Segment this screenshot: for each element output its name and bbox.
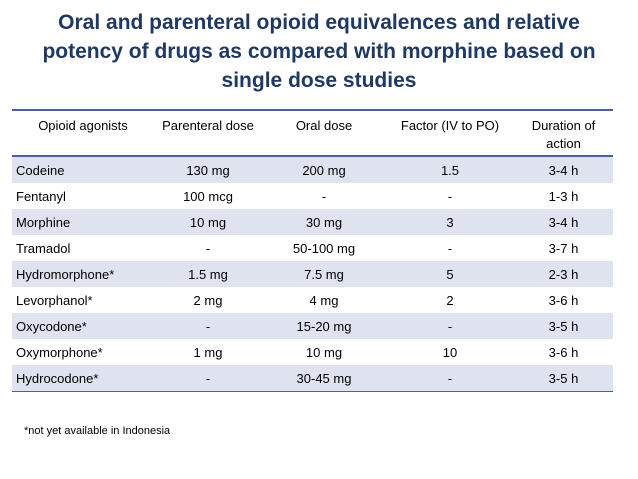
cell-oral: 200 mg: [262, 156, 386, 183]
table-row: [12, 156, 613, 183]
cell-drug: Oxymorphone*: [12, 339, 154, 365]
cell-drug: Tramadol: [12, 235, 154, 261]
slide-title: Oral and parenteral opioid equivalences and relative potency of drugs as compared with morphine based on single dose studies: [42, 11, 596, 92]
cell-factor: 1.5: [386, 156, 514, 183]
table-row: [12, 183, 613, 209]
cell-drug: Oxycodone*: [12, 313, 154, 339]
cell-factor: 2: [386, 287, 514, 313]
cell-oral: 30-45 mg: [262, 365, 386, 392]
table-row: [12, 365, 613, 392]
cell-factor: 3: [386, 209, 514, 235]
cell-oral: 7.5 mg: [262, 261, 386, 287]
cell-drug: Levorphanol*: [12, 287, 154, 313]
cell-parenteral: 1 mg: [154, 339, 262, 365]
table-row: [12, 287, 613, 313]
cell-oral: 15-20 mg: [262, 313, 386, 339]
table-row: [12, 261, 613, 287]
cell-oral: 4 mg: [262, 287, 386, 313]
header-factor: Factor (IV to PO): [386, 111, 514, 156]
cell-parenteral: -: [154, 235, 262, 261]
header-duration: Duration of action: [514, 111, 613, 156]
table-container: [12, 109, 613, 392]
opioid-equivalence-table: [12, 111, 613, 392]
table-row: [12, 209, 613, 235]
cell-oral: 50-100 mg: [262, 235, 386, 261]
header-oral-dose: Oral dose: [262, 111, 386, 156]
cell-duration: 3-5 h: [514, 365, 613, 392]
cell-parenteral: 1.5 mg: [154, 261, 262, 287]
cell-factor: 5: [386, 261, 514, 287]
cell-duration: 1-3 h: [514, 183, 613, 209]
cell-parenteral: -: [154, 313, 262, 339]
cell-parenteral: 10 mg: [154, 209, 262, 235]
cell-drug: Codeine: [12, 156, 154, 183]
cell-duration: 3-7 h: [514, 235, 613, 261]
cell-factor: -: [386, 235, 514, 261]
cell-drug: Morphine: [12, 209, 154, 235]
table-row: [12, 235, 613, 261]
table-row: [12, 339, 613, 365]
cell-factor: -: [386, 313, 514, 339]
cell-parenteral: 100 mcg: [154, 183, 262, 209]
cell-factor: 10: [386, 339, 514, 365]
cell-factor: -: [386, 365, 514, 392]
cell-parenteral: 2 mg: [154, 287, 262, 313]
header-row: [12, 111, 613, 156]
table-row: [12, 313, 613, 339]
cell-oral: -: [262, 183, 386, 209]
cell-duration: 3-4 h: [514, 156, 613, 183]
cell-parenteral: 130 mg: [154, 156, 262, 183]
cell-drug: Hydrocodone*: [12, 365, 154, 392]
cell-factor: -: [386, 183, 514, 209]
cell-drug: Fentanyl: [12, 183, 154, 209]
header-parenteral-dose: Parenteral dose: [154, 111, 262, 156]
footnote: *not yet available in Indonesia: [24, 425, 171, 437]
header-opioid-agonists: Opioid agonists: [12, 111, 154, 156]
cell-oral: 10 mg: [262, 339, 386, 365]
cell-duration: 3-6 h: [514, 287, 613, 313]
cell-duration: 3-5 h: [514, 313, 613, 339]
cell-drug: Hydromorphone*: [12, 261, 154, 287]
cell-parenteral: -: [154, 365, 262, 392]
cell-duration: 2-3 h: [514, 261, 613, 287]
cell-duration: 3-4 h: [514, 209, 613, 235]
cell-oral: 30 mg: [262, 209, 386, 235]
cell-duration: 3-6 h: [514, 339, 613, 365]
